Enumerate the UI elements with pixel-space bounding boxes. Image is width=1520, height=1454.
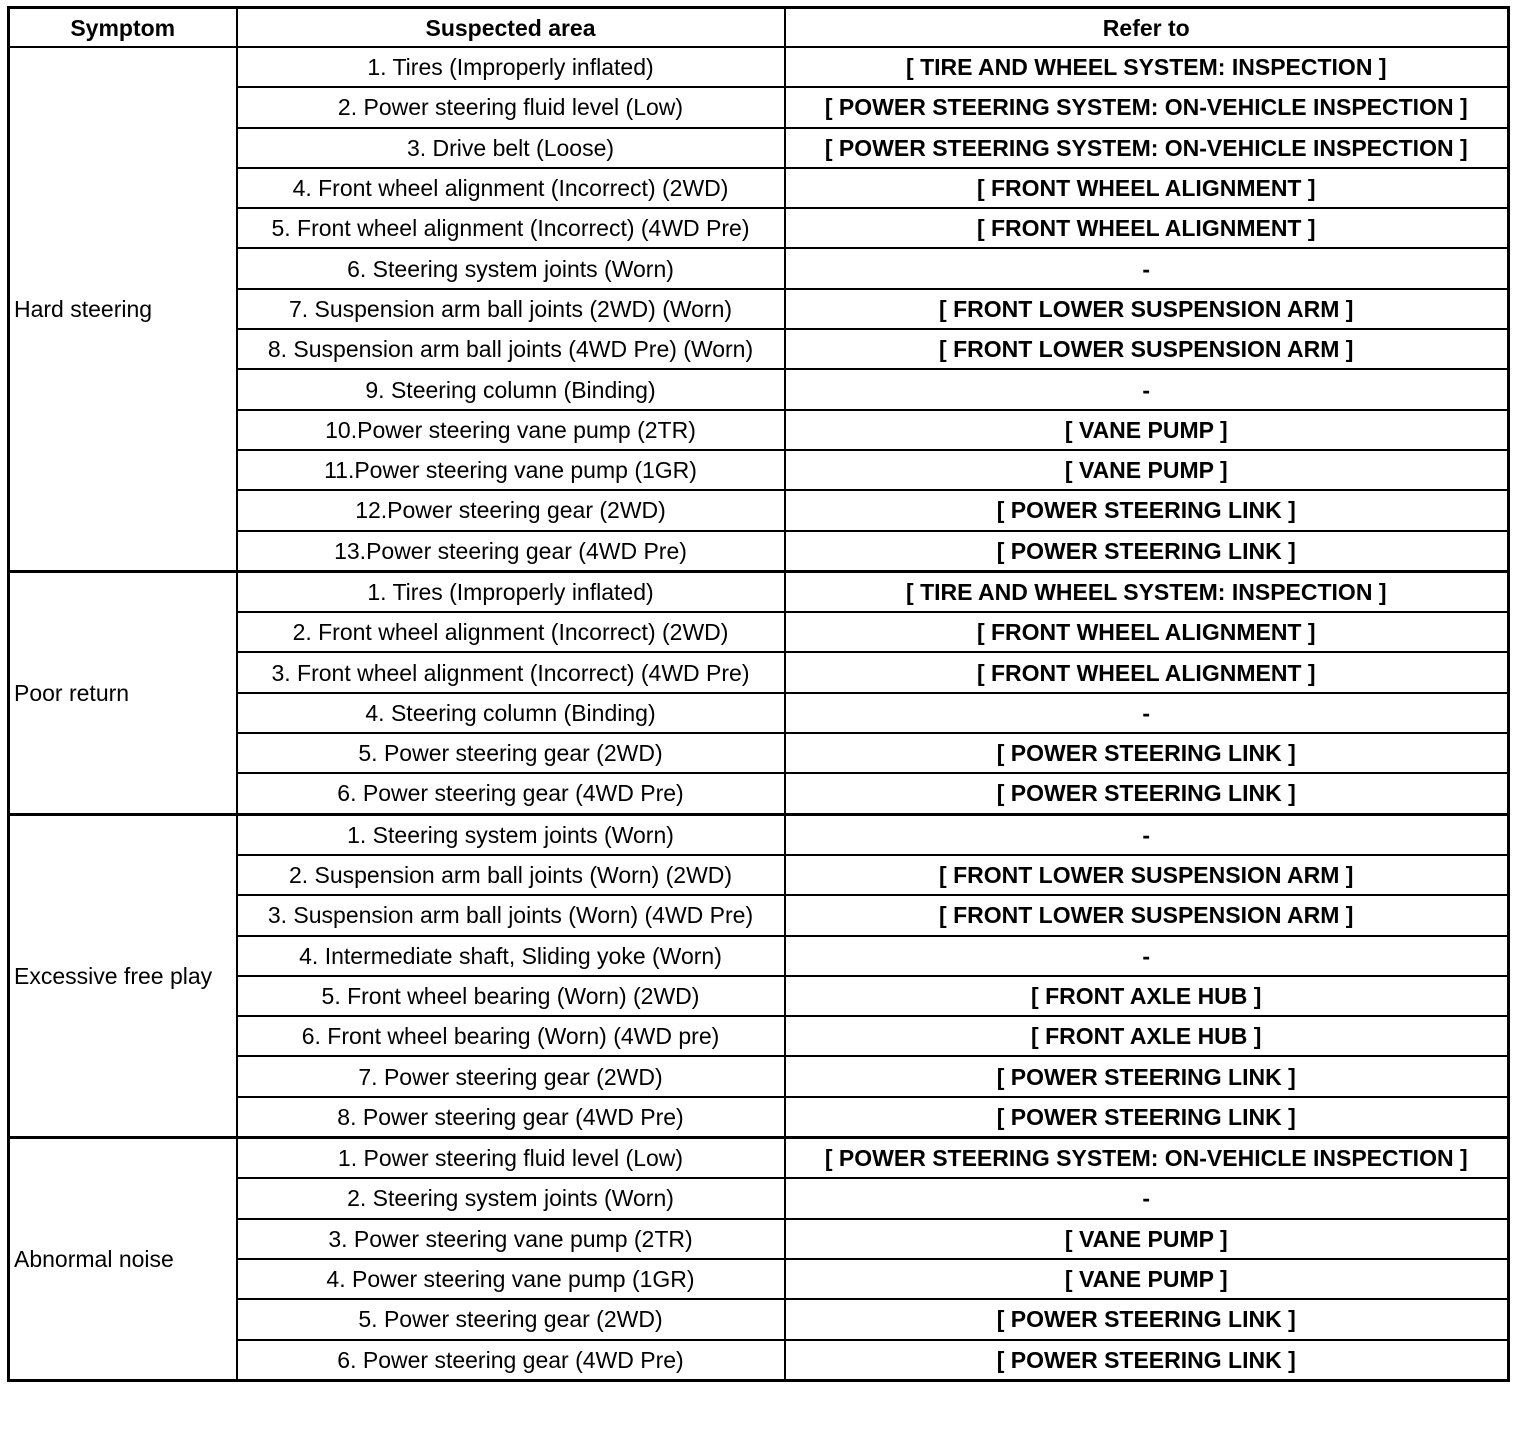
symptom-cell: Hard steering [9,47,237,571]
refer-to-cell: - [785,369,1509,409]
suspected-area-cell: 7. Suspension arm ball joints (2WD) (Worn) [237,289,785,329]
header-row [9,8,1509,48]
refer-to-cell: [ FRONT WHEEL ALIGNMENT ] [785,652,1509,692]
symptom-cell: Poor return [9,571,237,814]
symptom-cell: Excessive free play [9,814,237,1137]
suspected-area-cell: 1. Power steering fluid level (Low) [237,1138,785,1179]
refer-to-cell: [ FRONT LOWER SUSPENSION ARM ] [785,895,1509,935]
troubleshooting-table-container [7,6,1510,1382]
suspected-area-cell: 7. Power steering gear (2WD) [237,1056,785,1096]
suspected-area-cell: 5. Power steering gear (2WD) [237,1299,785,1339]
table-row [9,47,1509,87]
refer-to-cell: [ FRONT LOWER SUSPENSION ARM ] [785,855,1509,895]
refer-to-cell: [ POWER STEERING LINK ] [785,773,1509,814]
refer-to-cell: [ TIRE AND WHEEL SYSTEM: INSPECTION ] [785,47,1509,87]
refer-to-cell: [ POWER STEERING LINK ] [785,531,1509,572]
suspected-area-cell: 6. Power steering gear (4WD Pre) [237,773,785,814]
refer-to-cell: [ FRONT WHEEL ALIGNMENT ] [785,168,1509,208]
header-refer-to: Refer to [785,8,1509,48]
refer-to-cell: [ TIRE AND WHEEL SYSTEM: INSPECTION ] [785,571,1509,612]
suspected-area-cell: 4. Steering column (Binding) [237,693,785,733]
suspected-area-cell: 1. Tires (Improperly inflated) [237,47,785,87]
refer-to-cell: [ FRONT LOWER SUSPENSION ARM ] [785,289,1509,329]
suspected-area-cell: 6. Steering system joints (Worn) [237,248,785,288]
refer-to-cell: [ POWER STEERING LINK ] [785,1340,1509,1381]
refer-to-cell: [ VANE PUMP ] [785,1259,1509,1299]
suspected-area-cell: 4. Front wheel alignment (Incorrect) (2WD) [237,168,785,208]
suspected-area-cell: 3. Drive belt (Loose) [237,128,785,168]
refer-to-cell: [ POWER STEERING LINK ] [785,1299,1509,1339]
refer-to-cell: [ POWER STEERING SYSTEM: ON-VEHICLE INSPECTION ] [785,87,1509,127]
refer-to-cell: [ POWER STEERING SYSTEM: ON-VEHICLE INSPECTION ] [785,128,1509,168]
refer-to-cell: [ POWER STEERING LINK ] [785,490,1509,530]
suspected-area-cell: 4. Power steering vane pump (1GR) [237,1259,785,1299]
refer-to-cell: [ FRONT AXLE HUB ] [785,976,1509,1016]
troubleshooting-table [7,6,1510,1382]
suspected-area-cell: 10.Power steering vane pump (2TR) [237,410,785,450]
table-row [9,814,1509,855]
suspected-area-cell: 1. Steering system joints (Worn) [237,814,785,855]
suspected-area-cell: 2. Front wheel alignment (Incorrect) (2WD) [237,612,785,652]
symptom-cell: Abnormal noise [9,1138,237,1381]
suspected-area-cell: 5. Front wheel alignment (Incorrect) (4WD Pre) [237,208,785,248]
suspected-area-cell: 1. Tires (Improperly inflated) [237,571,785,612]
suspected-area-cell: 3. Power steering vane pump (2TR) [237,1219,785,1259]
suspected-area-cell: 12.Power steering gear (2WD) [237,490,785,530]
refer-to-cell: - [785,248,1509,288]
suspected-area-cell: 2. Power steering fluid level (Low) [237,87,785,127]
suspected-area-cell: 3. Suspension arm ball joints (Worn) (4WD Pre) [237,895,785,935]
refer-to-cell: [ VANE PUMP ] [785,450,1509,490]
table-row [9,571,1509,612]
refer-to-cell: [ VANE PUMP ] [785,410,1509,450]
refer-to-cell: [ FRONT WHEEL ALIGNMENT ] [785,612,1509,652]
refer-to-cell: [ VANE PUMP ] [785,1219,1509,1259]
refer-to-cell: [ FRONT LOWER SUSPENSION ARM ] [785,329,1509,369]
refer-to-cell: - [785,1178,1509,1218]
suspected-area-cell: 5. Power steering gear (2WD) [237,733,785,773]
refer-to-cell: [ POWER STEERING LINK ] [785,733,1509,773]
suspected-area-cell: 6. Power steering gear (4WD Pre) [237,1340,785,1381]
refer-to-cell: [ POWER STEERING LINK ] [785,1056,1509,1096]
suspected-area-cell: 4. Intermediate shaft, Sliding yoke (Worn) [237,936,785,976]
suspected-area-cell: 5. Front wheel bearing (Worn) (2WD) [237,976,785,1016]
table-row [9,1138,1509,1179]
refer-to-cell: [ POWER STEERING SYSTEM: ON-VEHICLE INSPECTION ] [785,1138,1509,1179]
refer-to-cell: - [785,693,1509,733]
suspected-area-cell: 8. Suspension arm ball joints (4WD Pre) (Worn) [237,329,785,369]
table-body [9,47,1509,1380]
suspected-area-cell: 9. Steering column (Binding) [237,369,785,409]
refer-to-cell: [ FRONT AXLE HUB ] [785,1016,1509,1056]
suspected-area-cell: 2. Suspension arm ball joints (Worn) (2WD) [237,855,785,895]
suspected-area-cell: 8. Power steering gear (4WD Pre) [237,1097,785,1138]
header-suspected-area: Suspected area [237,8,785,48]
suspected-area-cell: 13.Power steering gear (4WD Pre) [237,531,785,572]
header-symptom: Symptom [9,8,237,48]
suspected-area-cell: 3. Front wheel alignment (Incorrect) (4WD Pre) [237,652,785,692]
refer-to-cell: [ FRONT WHEEL ALIGNMENT ] [785,208,1509,248]
suspected-area-cell: 2. Steering system joints (Worn) [237,1178,785,1218]
suspected-area-cell: 6. Front wheel bearing (Worn) (4WD pre) [237,1016,785,1056]
refer-to-cell: - [785,814,1509,855]
refer-to-cell: - [785,936,1509,976]
suspected-area-cell: 11.Power steering vane pump (1GR) [237,450,785,490]
refer-to-cell: [ POWER STEERING LINK ] [785,1097,1509,1138]
